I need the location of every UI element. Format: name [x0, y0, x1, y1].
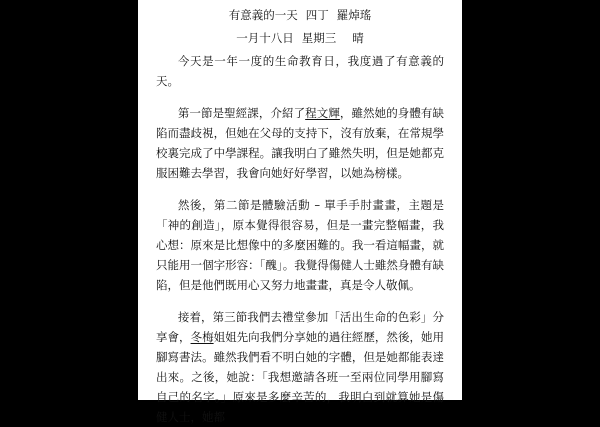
document-page [138, 0, 462, 424]
paragraph-bible-class [156, 103, 444, 183]
paragraph-text: 姐姐先向我們分享她的過往經歷，然後，她用腳寫書法。雖然我們看不明白她的字體，但是她都能表達出來。之後，她說：「我想邀請各班一至兩位同學用腳寫自己的名字。」原來是多麼辛苦的，我明白到就算她是傷健人士，她都 [156, 330, 445, 424]
underlined-name: 冬梅 [190, 330, 214, 344]
paragraph-text: ，雖然她的身體有缺陷而盡歧視，但她在父母的支持下，沒有放棄，在常規學校裏完成了中學課程。讓我明白了雖然失明，但是她都克服困難去學習，我會向她好好學習，以她為榜樣。 [156, 106, 445, 180]
author-name: 羅焯瑤 [336, 8, 372, 22]
paragraph-text: 今天是一年一度的生命教育日，我度過了有意義的天。 [156, 54, 444, 88]
paragraph-text: 然後，第二節是體驗活動 – 單手手肘畫畫，主題是「神的創造」，原本覺得很容易，但是一畫完整幅畫，我心想：原來是比想像中的多麼困難的。我一看這幅畫，就只能用一個字形容：「醜」。我覺得傷健人士雖然身體有缺陷，但是他們既用心又努力地畫畫，真是令人敬佩。 [156, 198, 444, 292]
essay-title: 有意義的一天 [228, 8, 298, 22]
date-text: 一月十八日 [236, 31, 294, 45]
class-name: 四丁 [305, 8, 329, 22]
weather-text: 晴 [352, 31, 364, 45]
paragraph-text: 接着，第三節我們去禮堂參加「活出生命的色彩」分享會， [156, 310, 444, 344]
date-line [156, 31, 444, 45]
title-line [156, 8, 444, 22]
paragraph-activity [156, 195, 444, 295]
weekday-text: 星期三 [301, 31, 337, 45]
paragraph-text: 第一節是聖經課，介紹了 [177, 106, 306, 120]
underlined-name: 程文輝 [305, 106, 340, 120]
paragraph-sharing [156, 307, 444, 427]
paragraph-intro [156, 51, 444, 91]
